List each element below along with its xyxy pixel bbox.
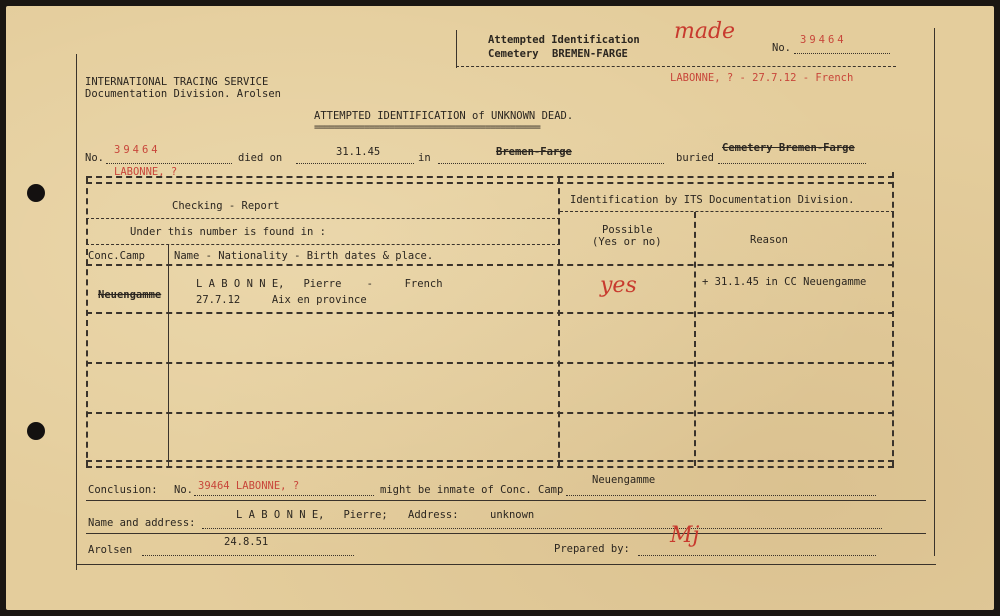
document-card <box>6 6 994 610</box>
org-line2: Documentation Division. Arolsen <box>85 88 281 100</box>
record-buried-value: Cemetery Bremen-Farge <box>722 142 855 154</box>
record-died-value: 31.1.45 <box>336 146 381 158</box>
name-value: L A B O N N E, Pierre; <box>236 509 388 521</box>
footer-date-dots <box>142 555 354 556</box>
table-line-under-number <box>86 244 560 245</box>
table-bottom-border <box>86 460 894 462</box>
col-header-reason: Reason <box>750 234 788 246</box>
stamp-border-bottom <box>456 66 896 67</box>
table-divider-identification <box>558 178 560 468</box>
record-died-label: died on <box>238 152 283 164</box>
stamp-no-dots <box>794 53 890 54</box>
table-top-border <box>86 176 894 178</box>
conclusion-camp-dots <box>566 495 876 496</box>
name-address-label: Name and address: <box>88 517 196 529</box>
stamp-cemetery-value: BREMEN-FARGE <box>552 48 628 60</box>
page-title: ATTEMPTED IDENTIFICATION of UNKNOWN DEAD. <box>314 110 574 122</box>
conclusion-camp-value: Neuengamme <box>592 474 656 486</box>
row1-reason: + 31.1.45 in CC Neuengamme <box>702 276 867 288</box>
name-address-dots <box>202 528 882 529</box>
record-buried-dots <box>718 163 866 164</box>
row1-name-line1: L A B O N N E, Pierre - French <box>196 278 443 290</box>
table-header-bottom <box>86 264 894 266</box>
record-no-label: No. <box>85 152 104 164</box>
under-number-heading: Under this number is found in : <box>130 226 326 238</box>
record-no-value: 39464 <box>114 144 161 156</box>
frame-left <box>76 54 77 570</box>
frame-right <box>934 28 935 556</box>
row1-camp: Neuengamme <box>98 289 162 301</box>
table-line-identification <box>560 211 894 212</box>
stamp-no-value: 39464 <box>800 34 847 46</box>
table-row3-bottom <box>86 412 894 414</box>
col-header-possible: Possible <box>602 224 653 236</box>
conclusion-no-dots <box>194 495 374 496</box>
row1-possible: yes <box>600 273 637 298</box>
conclusion-no-label: No. <box>174 484 193 496</box>
org-line1: INTERNATIONAL TRACING SERVICE <box>85 76 269 88</box>
frame-bottom <box>76 564 936 565</box>
record-buried-label: buried <box>676 152 714 164</box>
table-line-checking <box>86 218 560 219</box>
row1-name-line2: 27.7.12 Aix en province <box>196 294 367 306</box>
col-header-possible-sub: (Yes or no) <box>592 236 662 248</box>
table-row1-bottom <box>86 312 894 314</box>
stamp-border-left <box>456 30 457 68</box>
footer-date: 24.8.51 <box>224 536 269 548</box>
title-underline: ============================================= <box>314 122 540 133</box>
table-bottom-border-2 <box>86 466 894 468</box>
table-top-border-2 <box>86 182 894 184</box>
stamp-handwritten-note: made <box>674 19 736 44</box>
prepared-by-label: Prepared by: <box>554 543 630 555</box>
conclusion-label: Conclusion: <box>88 484 158 496</box>
address-value: unknown <box>490 509 535 521</box>
stamp-title: Attempted Identification <box>488 34 640 46</box>
punch-hole-top <box>27 184 45 202</box>
conclusion-no-value: 39464 LABONNE, ? <box>198 480 300 492</box>
record-sub-note: LABONNE, ? <box>114 166 178 178</box>
table-divider-reason <box>694 212 696 466</box>
footer-place: Arolsen <box>88 544 133 556</box>
record-in-label: in <box>418 152 431 164</box>
record-in-value: Bremen-Farge <box>496 146 572 158</box>
record-in-dots <box>438 163 664 164</box>
table-row2-bottom <box>86 362 894 364</box>
table-divider-camp <box>168 244 169 466</box>
identification-heading: Identification by ITS Documentation Division. <box>570 194 855 206</box>
punch-hole-bottom <box>27 422 45 440</box>
conclusion-rule <box>86 500 926 501</box>
checking-report-heading: Checking - Report <box>172 200 280 212</box>
conclusion-might-be: might be inmate of Conc. Camp <box>380 484 564 496</box>
stamp-no-label: No. <box>772 42 791 54</box>
table-left-border <box>86 178 88 468</box>
prepared-by-dots <box>638 555 876 556</box>
col-header-name: Name - Nationality - Birth dates & place. <box>174 250 434 262</box>
name-address-rule <box>86 533 926 534</box>
table-right-border <box>892 172 894 466</box>
record-died-dots <box>296 163 414 164</box>
record-no-dots <box>106 163 232 164</box>
col-header-camp: Conc.Camp <box>88 250 145 262</box>
header-annotation: LABONNE, ? - 27.7.12 - French <box>670 72 854 84</box>
address-label: Address: <box>408 509 459 521</box>
stamp-cemetery-label: Cemetery <box>488 48 539 60</box>
prepared-by-signature: Mj <box>670 523 700 548</box>
